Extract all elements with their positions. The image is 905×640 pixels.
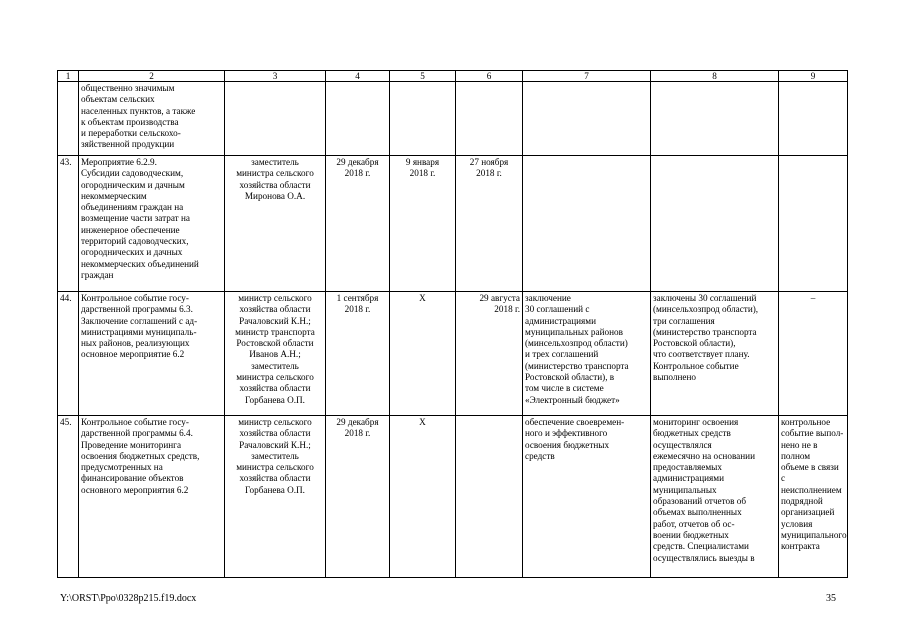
header-cell: 3 xyxy=(225,71,326,82)
header-cell: 9 xyxy=(779,71,848,82)
header-cell: 1 xyxy=(58,71,79,82)
date-fact xyxy=(456,82,523,156)
continuation-table xyxy=(57,70,848,578)
table-row xyxy=(58,156,848,292)
header-cell: 8 xyxy=(651,71,779,82)
result-plan xyxy=(523,82,651,156)
header-cell: 7 xyxy=(523,71,651,82)
header-cell: 5 xyxy=(390,71,456,82)
result-plan xyxy=(523,156,651,292)
date-start xyxy=(390,82,456,156)
date-start: 9 января 2018 г. xyxy=(390,156,456,292)
file-path-footer: Y:\ORST\Ppo\0328p215.f19.docx xyxy=(60,593,197,604)
date-plan: 29 декабря 2018 г. xyxy=(326,416,390,578)
note xyxy=(779,156,848,292)
header-cell: 4 xyxy=(326,71,390,82)
note: – xyxy=(779,292,848,416)
row-number: 43. xyxy=(58,156,79,292)
result-fact: мониторинг освоения бюджетных средств осуществлялся ежемесячно на основании предоставляемых администрациями муниципальных образований отчетов об объемах выполненных работ, отчетов об ос- воении бюджетных средств. Специалистами осуществлялись выезды в xyxy=(651,416,779,578)
page-number: 35 xyxy=(826,593,836,604)
result-fact: заключены 30 соглашений (минсельхозпрод области), три соглашения (министерство транспорта Ростовской области), что соответствует плану. Контрольное событие выполнено xyxy=(651,292,779,416)
responsible xyxy=(225,82,326,156)
result-plan: обеспечение своевремен- ного и эффективного освоения бюджетных средств xyxy=(523,416,651,578)
table-row xyxy=(58,292,848,416)
event-name: Мероприятие 6.2.9. Субсидии садоводческим, огородническим и дачным некоммерческим объединениям граждан на возмещение части затрат на инженерное обеспечение территорий садоводческих, огороднических и дачных некоммерческих объединений граждан xyxy=(79,156,225,292)
date-plan: 29 декабря 2018 г. xyxy=(326,156,390,292)
event-name: общественно значимым объектам сельских населенных пунктов, а также к объектам производства и переработки сельскохо- зяйственной продукции xyxy=(79,82,225,156)
responsible: заместитель министра сельского хозяйства области Миронова О.А. xyxy=(225,156,326,292)
header-cell: 2 xyxy=(79,71,225,82)
event-name: Контрольное событие госу- дарственной программы 6.3. Заключение соглашений с ад- министрациями муниципаль- ных районов, реализующих основное мероприятие 6.2 xyxy=(79,292,225,416)
note xyxy=(779,82,848,156)
note: контрольное событие выпол- нено не в полном объеме в связи с неисполнением подрядной организацией условия муниципального контракта xyxy=(779,416,848,578)
result-plan: заключение 30 соглашений с администрациями муниципальных районов (минсельхозпрод области) и трех соглашений (министерство транспорта Ростовской области), в том числе в системе «Электронный бюджет» xyxy=(523,292,651,416)
header-cell: 6 xyxy=(456,71,523,82)
date-fact: 27 ноября 2018 г. xyxy=(456,156,523,292)
column-number-header-row xyxy=(58,71,848,82)
date-plan xyxy=(326,82,390,156)
table-row xyxy=(58,82,848,156)
result-fact xyxy=(651,82,779,156)
date-fact: 29 августа 2018 г. xyxy=(456,292,523,416)
date-fact xyxy=(456,416,523,578)
result-fact xyxy=(651,156,779,292)
responsible: министр сельского хозяйства области Рачаловский К.Н.; заместитель министра сельского хозяйства области Горбанева О.П. xyxy=(225,416,326,578)
event-name: Контрольное событие госу- дарственной программы 6.4. Проведение мониторинга освоения бюджетных средств, предусмотренных на финансирование объектов основного мероприятия 6.2 xyxy=(79,416,225,578)
row-number xyxy=(58,82,79,156)
row-number: 45. xyxy=(58,416,79,578)
date-start: Х xyxy=(390,292,456,416)
table-row xyxy=(58,416,848,578)
date-plan: 1 сентября 2018 г. xyxy=(326,292,390,416)
responsible: министр сельского хозяйства области Рачаловский К.Н.; министр транспорта Ростовской области Иванов А.Н.; заместитель министра сельского хозяйства области Горбанева О.П. xyxy=(225,292,326,416)
row-number: 44. xyxy=(58,292,79,416)
date-start: Х xyxy=(390,416,456,578)
